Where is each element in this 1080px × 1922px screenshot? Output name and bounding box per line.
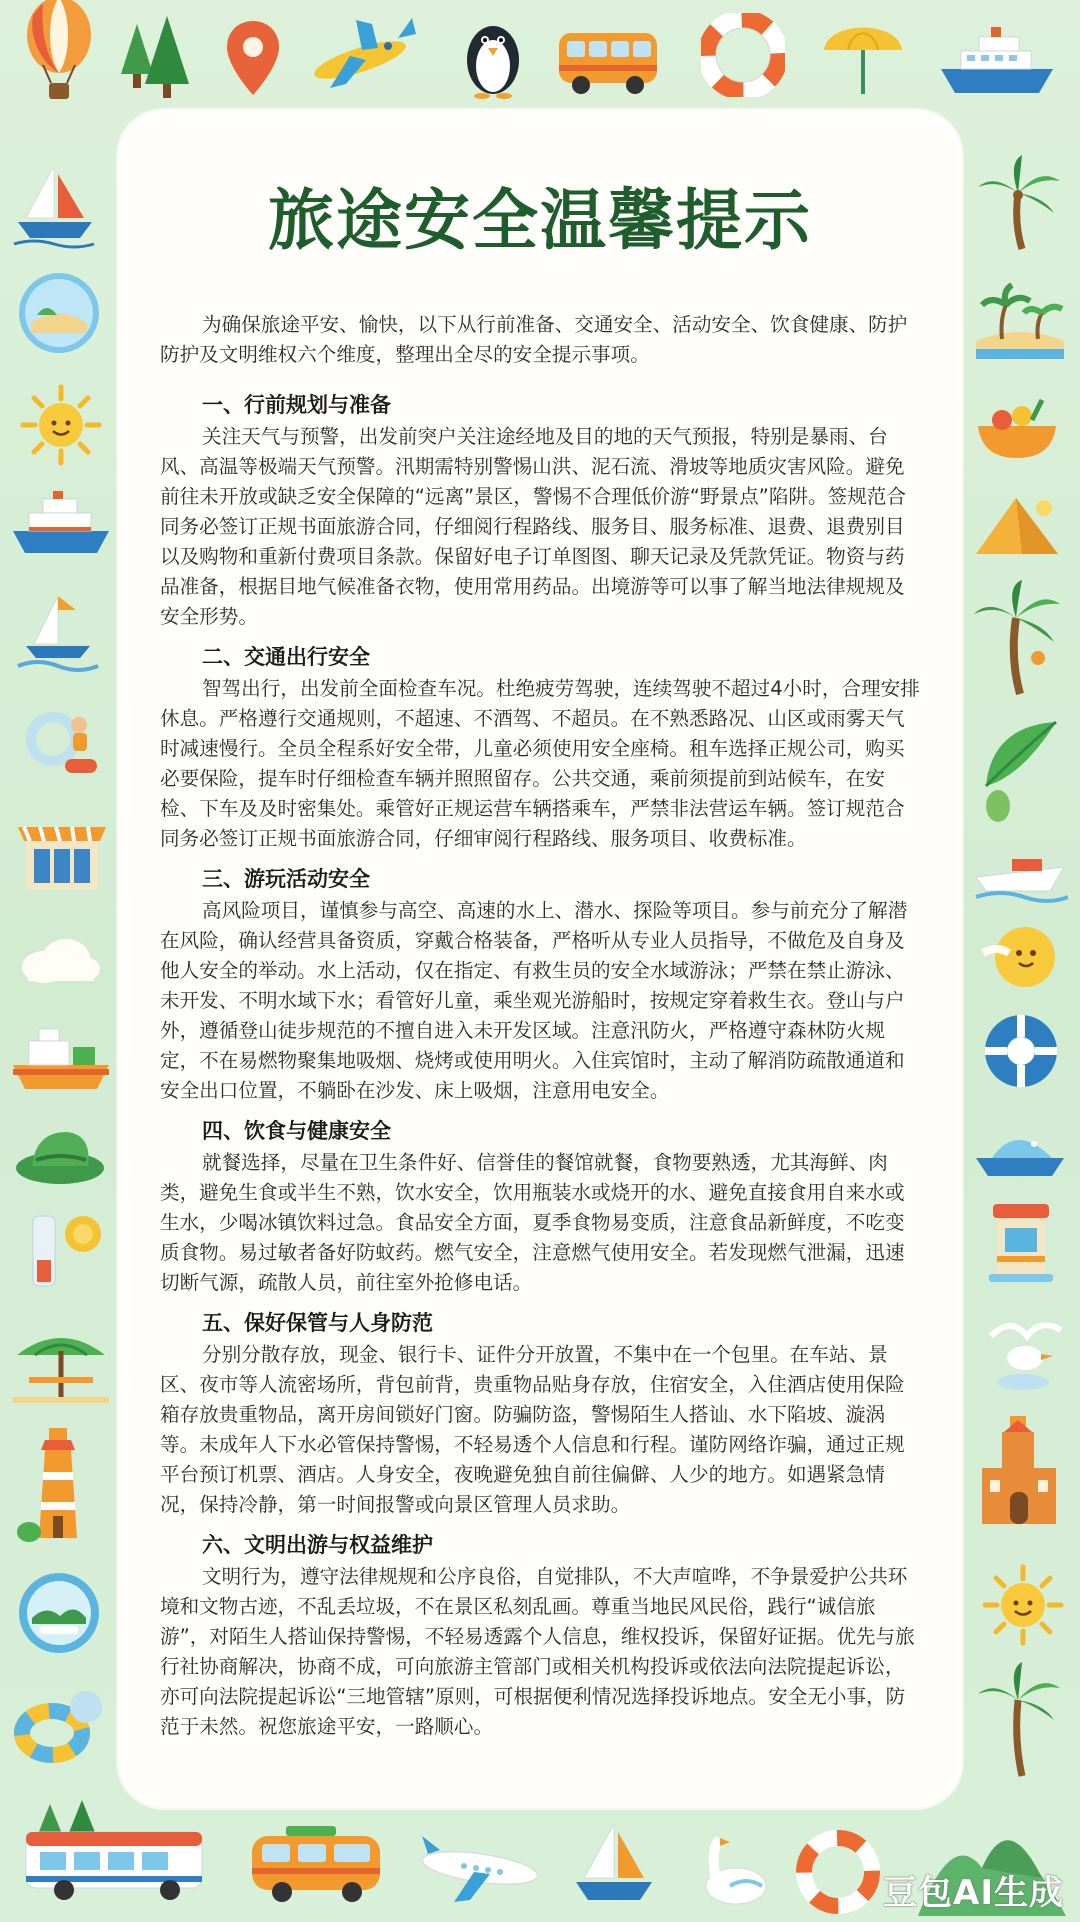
palm-tree-icon (974, 158, 1064, 248)
intro-paragraph: 为确保旅途平安、愉快，以下从行前准备、交通安全、活动安全、饮食健康、防护防护及文明维权六个维度，整理出全尽的安全提示事项。 (160, 313, 908, 366)
sun-face-icon (976, 912, 1066, 1002)
palm-tree-3-icon (974, 1660, 1064, 1780)
ai-generated-watermark: 豆包AI生成 (883, 1873, 1064, 1913)
pine-trees-icon (110, 14, 200, 104)
map-pin-icon (208, 14, 298, 104)
life-ring-icon (698, 10, 788, 100)
kiosk-icon (976, 1198, 1066, 1288)
section-traffic-safety (160, 642, 920, 854)
section-body: 就餐选择，尽量在卫生条件好、信誉佳的餐馆就餐，食物要熟透，尤其海鲜、肉类，避免生食或半生不熟，饮水安全，饮用瓶装水或烧开的水、避免直接食用自来水或生水，少喝冰镇饮料过急。食品安全方面，夏季食物易变质，注意食品新鲜度，不吃变质食物。易过敏者备好防蚊药。燃气安全，注意燃气使用安全。若发现燃气泄漏，迅速切断气源，疏散人员，前往室外抢修电话。 (160, 1151, 905, 1294)
seagull-icon (978, 1306, 1068, 1396)
ship-fish-icon (970, 1104, 1070, 1194)
section-heading: 一、行前规划与准备 (202, 393, 391, 417)
bottom-goose-icon (690, 1826, 780, 1916)
sun-icon (16, 380, 106, 470)
section-trip-planning (160, 390, 920, 632)
castle-icon (974, 1412, 1064, 1532)
speedboat-icon (970, 830, 1070, 920)
section-body: 关注天气与预警，出发前突户关注途经地及目的地的天气预报，特别是暴雨、台风、高温等极端天气预警。汛期需特别警惕山洪、泥石流、滑坡等地质灾害风险。避免前往未开放或缺乏安全保障的“远离”景区，警惕不合理低价游“野景点”陷阱。签规范合同务必签订正规书面旅游合同，仔细阅行程路线、服务目、服务标准、退费、退费别目以及购物和重新付费项目条款。保留好电子订单图图、聊天记录及凭款凭证。物资与药品准备，根据目地气候准备衣物，使用常用药品。出境游等可以事了解当地法律规规及安全形势。 (160, 425, 906, 628)
island-palm-icon (970, 276, 1070, 366)
section-heading: 二、交通出行安全 (202, 645, 370, 669)
section-body: 分别分散存放，现金、银行卡、证件分开放置，不集中在一个包里。在车站、景区、夜市等人流密场所，背包前背，贵重物品贴身存放，住宿安全，入住酒店使用保险箱存放贵重物品，离开房间锁好门窗。防骗防盗，警惕陌生人搭讪、水下陷坡、漩涡等。未成年人下水必管保持警惕，不轻易透个人信息和行程。谨防网络诈骗，通过正规平台预订机票、酒店。人身安全，夜晚避免独自前往偏僻、人少的地方。如遇紧急情况，保持冷静，第一时间报警或向景区管理人员求助。 (160, 1343, 905, 1516)
section-body: 智驾出行，出发前全面检查车况。杜绝疲劳驾驶，连续驾驶不超过4小时，合理安排休息。严格遵行交通规则，不超速、不酒驾、不超员。在不熟悉路况、山区或雨雾天气时减速慢行。全员全程系好安全带，儿童必须使用安全座椅。租车选择正规公司，购买必要保险，提车时仔细检查车辆并照照留存。公共交通，乘前须提前到站候车，在安检、下车及及时密集处。乘管好正规运营车辆搭乘车，严禁非法营运车辆。签订规范合同务必签订正规书面旅游合同，仔细审阅行程路线、服务项目、收费标准。 (160, 677, 920, 850)
pyramid-icon (972, 482, 1062, 572)
airplane-icon (300, 10, 420, 100)
boat-cargo-icon (6, 1014, 116, 1104)
beach-hut-icon (12, 808, 112, 898)
section-food-health (160, 1116, 920, 1298)
swim-ring-kid-icon (20, 696, 110, 786)
umbrella-icon (818, 10, 908, 100)
bottom-sailboat-icon (566, 1818, 662, 1914)
lighthouse-icon (12, 1420, 102, 1550)
leaf-icon (972, 716, 1062, 826)
cruise-ship-icon (932, 18, 1062, 108)
float-ring-icon (10, 1680, 110, 1770)
bottom-van-icon (246, 1820, 386, 1910)
section-belongings-protection (160, 1308, 920, 1520)
fruit-bowl-icon (972, 386, 1062, 476)
bottom-plane-icon (414, 1828, 544, 1908)
notice-card (118, 110, 962, 1808)
section-body: 文明行为，遵守法律规规和公序良俗，自觉排队，不大声喧哗，不争景爱护公共环境和文物古迹，不乱丢垃圾，不在景区私刻乱画。尊重当地民风民俗，践行“诚信旅游”，对陌生人搭讪保持警惕，不轻易透露个人信息，维权投诉，保留好证据。优先与旅行社协商解决，协商不成，可向旅游主管部门或相关机构投诉或依法向法院提起诉讼，亦可向法院提起诉讼“三地管辖”原则，可根据便利情况选择投诉地点。安全无小事，防范于未然。祝您旅途平安，一路顺心。 (160, 1565, 915, 1738)
page-title: 旅途安全温馨提示 (268, 182, 812, 259)
section-heading: 六、文明出游与权益维护 (202, 1533, 433, 1557)
sun-2-icon (978, 1560, 1068, 1650)
section-body: 高风险项目，谨慎参与高空、高速的水上、潜水、探险等项目。参与前充分了解潜在风险，确认经营具备资质，穿戴合格装备，严格听从专业人员指导，不做危及自身及他人安全的举动。水上活动，仅在指定、有救生员的安全水域游泳；严禁在禁止游泳、未开发、不明水域下水；看管好儿童，乘坐观光游船时，按规定穿着救生衣。登山与户外，遵循登山徒步规范的不擅自进入未开发区域。注意汛防火，严格遵守森林防火规定，不在易燃物聚集地吸烟、烧烤或使用明火。入住宾馆时，主动了解消防疏散通道和安全出口位置，不躺卧在沙发、床上吸烟，注意用电安全。 (160, 899, 908, 1102)
sailboat-icon (10, 160, 100, 250)
drink-icon (20, 1210, 110, 1300)
bottom-bus-icon (20, 1796, 210, 1906)
green-hat-icon (10, 1112, 110, 1202)
cloud-icon (14, 916, 104, 1006)
island-globe-icon (14, 268, 104, 358)
section-activity-safety (160, 864, 920, 1106)
palm-tree-2-icon (972, 578, 1062, 698)
palm-umbrella-icon (6, 1318, 116, 1408)
globe-island-icon (14, 1568, 104, 1658)
penguin-icon (448, 10, 538, 100)
ferry-icon (6, 482, 116, 572)
section-civilized-travel (160, 1530, 920, 1742)
notice-content (160, 310, 920, 1752)
ball-icon (976, 1006, 1066, 1096)
sailboat-small-icon (12, 588, 102, 678)
section-heading: 三、游玩活动安全 (202, 867, 370, 891)
bottom-ring-icon (796, 1830, 880, 1914)
section-heading: 五、保好保管与人身防范 (202, 1311, 433, 1335)
bus-icon (548, 14, 668, 104)
hot-air-balloon-icon (14, 10, 104, 100)
section-heading: 四、饮食与健康安全 (202, 1119, 391, 1143)
